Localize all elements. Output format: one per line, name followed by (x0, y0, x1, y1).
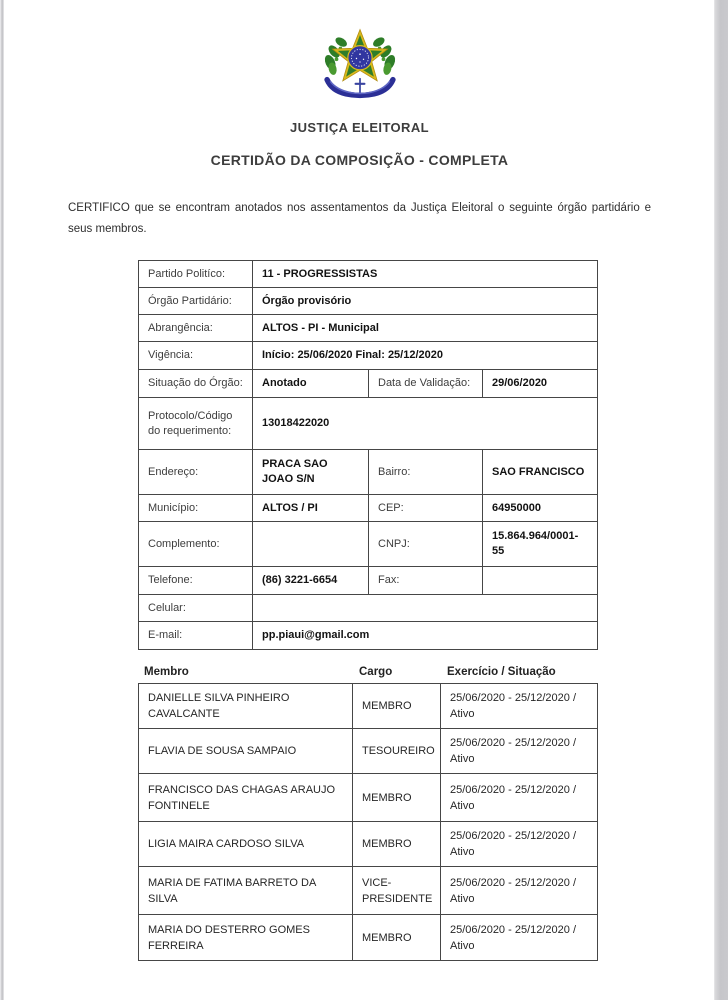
member-name: MARIA DE FATIMA BARRETO DA SILVA (139, 867, 353, 915)
table-row (139, 450, 598, 495)
email-label: E-mail: (139, 622, 253, 650)
protocolo-label: Protocolo/Código do requerimento: (139, 398, 253, 450)
table-row (139, 398, 598, 450)
members-header-exercicio: Exercício / Situação (447, 666, 556, 678)
members-header-membro: Membro (144, 666, 189, 678)
celular-label: Celular: (139, 595, 253, 622)
member-row (139, 684, 598, 729)
member-row (139, 729, 598, 774)
cnpj-label: CNPJ: (369, 522, 483, 567)
members-table-header (138, 666, 597, 678)
abrangencia-value: ALTOS - PI - Municipal (253, 315, 598, 342)
partido-label: Partido Politíco: (139, 261, 253, 288)
endereco-label: Endereço: (139, 450, 253, 495)
member-row (139, 915, 598, 961)
page-title: JUSTIÇA ELEITORAL (290, 120, 429, 135)
member-cargo: MEMBRO (353, 774, 441, 822)
member-exercicio: 25/06/2020 - 25/12/2020 / Ativo (441, 729, 598, 774)
validacao-value: 29/06/2020 (483, 370, 598, 398)
table-row (139, 522, 598, 567)
complemento-label: Complemento: (139, 522, 253, 567)
member-row (139, 822, 598, 867)
table-row (139, 342, 598, 370)
member-cargo: MEMBRO (353, 684, 441, 729)
fax-value (483, 567, 598, 595)
email-value: pp.piaui@gmail.com (253, 622, 598, 650)
member-exercicio: 25/06/2020 - 25/12/2020 / Ativo (441, 915, 598, 961)
cep-value: 64950000 (483, 495, 598, 522)
member-name: DANIELLE SILVA PINHEIRO CAVALCANTE (139, 684, 353, 729)
member-exercicio: 25/06/2020 - 25/12/2020 / Ativo (441, 684, 598, 729)
validacao-label: Data de Validação: (369, 370, 483, 398)
fax-label: Fax: (369, 567, 483, 595)
member-exercicio: 25/06/2020 - 25/12/2020 / Ativo (441, 867, 598, 915)
member-cargo: MEMBRO (353, 915, 441, 961)
telefone-value: (86) 3221-6654 (253, 567, 369, 595)
orgao-value: Órgão provisório (253, 288, 598, 315)
celular-value (253, 595, 598, 622)
member-row (139, 774, 598, 822)
member-cargo: VICE-PRESIDENTE (353, 867, 441, 915)
table-row (139, 567, 598, 595)
member-exercicio: 25/06/2020 - 25/12/2020 / Ativo (441, 822, 598, 867)
bairro-value: SAO FRANCISCO (483, 450, 598, 495)
cnpj-value: 15.864.964/0001-55 (483, 522, 598, 567)
certification-statement: CERTIFICO que se encontram anotados nos assentamentos da Justiça Eleitoral o seguinte órgão partidário e seus membros. (68, 202, 651, 235)
member-row (139, 867, 598, 915)
table-row (139, 261, 598, 288)
member-cargo: TESOUREIRO (353, 729, 441, 774)
table-row (139, 288, 598, 315)
brazil-coat-of-arms-icon (313, 24, 407, 104)
member-exercicio: 25/06/2020 - 25/12/2020 / Ativo (441, 774, 598, 822)
photo-edge-right (714, 0, 728, 1000)
members-table (138, 683, 598, 961)
telefone-label: Telefone: (139, 567, 253, 595)
protocolo-value: 13018422020 (253, 398, 598, 450)
municipio-label: Município: (139, 495, 253, 522)
page-subtitle: CERTIDÃO DA COMPOSIÇÃO - COMPLETA (210, 152, 509, 168)
table-row (139, 315, 598, 342)
abrangencia-label: Abrangência: (139, 315, 253, 342)
vigencia-label: Vigência: (139, 342, 253, 370)
emblem-container (4, 0, 715, 109)
member-name: FRANCISCO DAS CHAGAS ARAUJO FONTINELE (139, 774, 353, 822)
members-header-cargo: Cargo (359, 666, 393, 678)
party-info-table (138, 260, 598, 650)
table-row (139, 370, 598, 398)
member-name: MARIA DO DESTERRO GOMES FERREIRA (139, 915, 353, 961)
bairro-label: Bairro: (369, 450, 483, 495)
table-row (139, 622, 598, 650)
cep-label: CEP: (369, 495, 483, 522)
municipio-value: ALTOS / PI (253, 495, 369, 522)
certificate-page (4, 0, 715, 1000)
vigencia-value: Início: 25/06/2020 Final: 25/12/2020 (253, 342, 598, 370)
table-row (139, 495, 598, 522)
endereco-value: PRACA SAO JOAO S/N (253, 450, 369, 495)
table-row (139, 595, 598, 622)
member-cargo: MEMBRO (353, 822, 441, 867)
member-name: FLAVIA DE SOUSA SAMPAIO (139, 729, 353, 774)
situacao-label: Situação do Órgão: (139, 370, 253, 398)
complemento-value (253, 522, 369, 567)
orgao-label: Órgão Partidário: (139, 288, 253, 315)
member-name: LIGIA MAIRA CARDOSO SILVA (139, 822, 353, 867)
partido-value: 11 - PROGRESSISTAS (253, 261, 598, 288)
situacao-value: Anotado (253, 370, 369, 398)
